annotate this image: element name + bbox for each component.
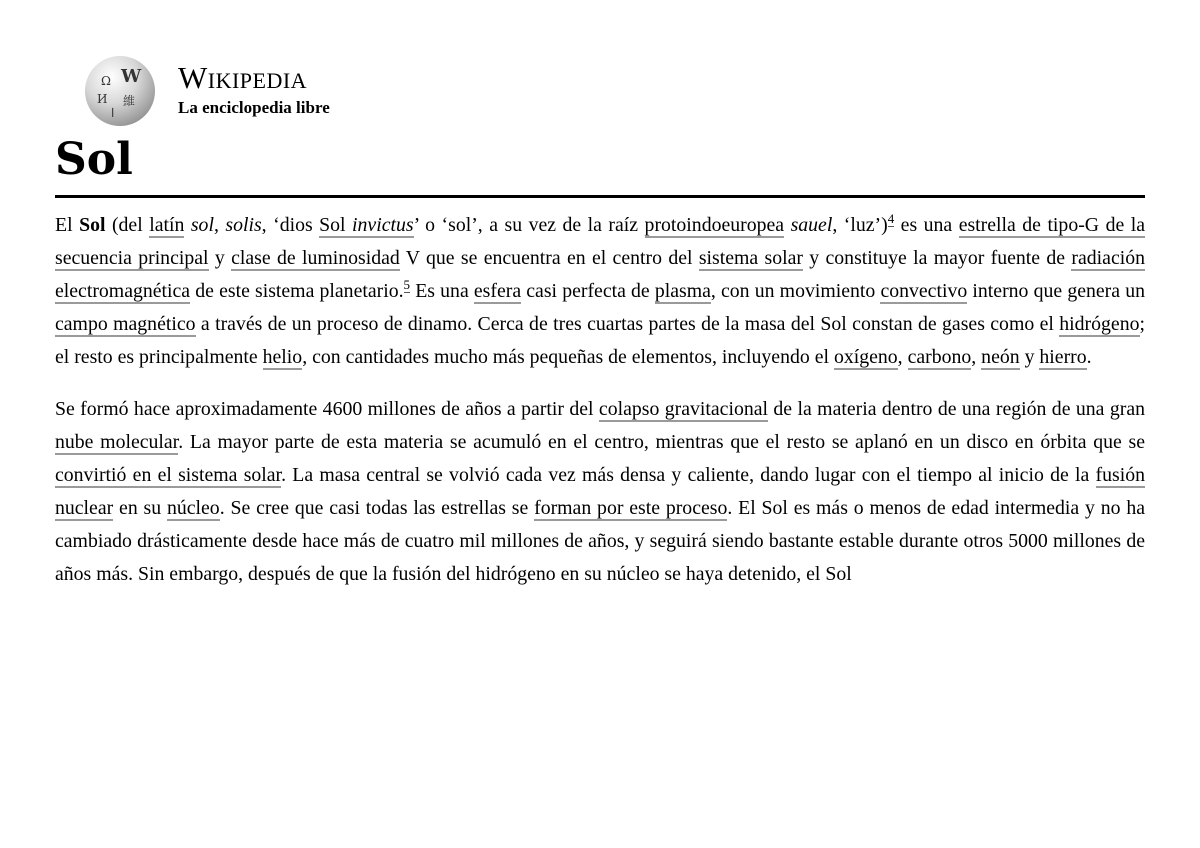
link-sol-invictus[interactable]: Sol invictus — [319, 214, 414, 236]
link-colapso-gravitacional[interactable]: colapso gravitacional — [598, 398, 769, 420]
link-radiacion-electromagnetica[interactable]: radiación electromagnética — [55, 247, 1145, 302]
article-body — [55, 209, 1145, 610]
paragraph-1: El Sol (del latín sol, solis, ‘dios Sol invictus’ o ‘sol’, a su vez de la raíz protoindoeuropea sauel, ‘luz’)$^4$ es una estrella de tipo-G de la secuencia principal y clase de luminosidad V que se encuentra en el centro del sistema solar y constituye la mayor fuente de radiación electromagnética de este sistema planetario.$^5$ Es una esfera casi perfecta de plasma, con un movimiento convectivo interno que genera un campo magnético a través de un proceso de dinamo. Cerca de tres cuartas partes de la masa del Sol constan de gases como el hidrógeno; el resto es principalmente helio, con cantidades mucho más pequeñas de elementos, incluyendo el oxígeno, carbono, neón y hierro. — [55, 211, 1145, 368]
paragraph-2: Se formó hace aproximadamente 4600 millones de años a partir del colapso gravitacional de la materia dentro de una región de una gran nube molecular. La mayor parte de esta materia se acumuló en el centro, mientras que el resto se aplanó en un disco en órbita que se convirtió en el sistema solar. La masa central se volvió cada vez más densa y caliente, dando lugar con el tiempo al inicio de la fusión nuclear en su núcleo. Se cree que casi todas las estrellas se forman por este proceso. El Sol es más o menos de edad intermedia y no ha cambiado drásticamente desde hace más de cuatro mil millones de años, y seguirá siendo bastante estable durante otros 5000 millones de años más. Sin embargo, después de que la fusión del hidrógeno en su núcleo se haya detenido, el Sol — [55, 398, 1145, 585]
link-convirtio-sistema-solar[interactable]: convirtió en el sistema solar — [55, 464, 282, 486]
link-hierro[interactable]: hierro — [1039, 346, 1087, 368]
link-forman-por-este-proceso[interactable]: forman por este proceso — [534, 497, 728, 519]
link-carbono[interactable]: carbono — [907, 346, 972, 368]
link-oxigeno[interactable]: oxígeno — [833, 346, 898, 368]
italic-sol: sol — [190, 214, 214, 236]
article-page — [55, 52, 1145, 585]
globe-glyph: Ω — [101, 74, 111, 88]
link-convectivo[interactable]: convectivo — [880, 280, 968, 302]
link-fusion-nuclear[interactable]: fusión nuclear — [55, 464, 1145, 519]
link-helio[interactable]: helio — [262, 346, 303, 368]
bold-term-sol: Sol — [79, 214, 106, 236]
ref-link-5[interactable]: 5 — [403, 277, 411, 293]
italic-sauel: sauel — [790, 214, 833, 236]
link-nucleo[interactable]: núcleo — [166, 497, 220, 519]
link-latin[interactable]: latín — [149, 214, 185, 236]
link-neon[interactable]: neón — [981, 346, 1020, 368]
wikipedia-globe-logo[interactable] — [85, 56, 155, 126]
link-plasma[interactable]: plasma — [654, 280, 711, 302]
link-hidrogeno[interactable]: hidrógeno — [1059, 313, 1140, 335]
italic-solis: solis — [225, 214, 262, 236]
link-esfera[interactable]: esfera — [473, 280, 522, 302]
globe-glyph: И — [97, 92, 108, 106]
ref-link-4[interactable]: 4 — [887, 211, 895, 227]
wikipedia-wordmark: Wikipedia — [178, 60, 308, 95]
title-divider — [55, 195, 1145, 198]
link-estrella-tipo-g[interactable]: estrella de tipo-G de la secuencia principal — [55, 214, 1145, 269]
link-campo-magnetico[interactable]: campo magnético — [55, 313, 196, 335]
page-title: Sol — [55, 134, 133, 185]
link-sistema-solar[interactable]: sistema solar — [698, 247, 803, 269]
globe-glyph: ا — [111, 106, 115, 120]
link-nube-molecular[interactable]: nube molecular — [55, 431, 179, 453]
globe-glyph: 維 — [123, 94, 136, 108]
link-protoindoeuropea[interactable]: protoindoeuropea — [644, 214, 785, 236]
wikipedia-tagline: La enciclopedia libre — [178, 98, 330, 117]
globe-glyph: W — [121, 66, 142, 87]
wikipedia-brand[interactable] — [55, 52, 1145, 142]
link-clase-luminosidad[interactable]: clase de luminosidad — [231, 247, 400, 269]
